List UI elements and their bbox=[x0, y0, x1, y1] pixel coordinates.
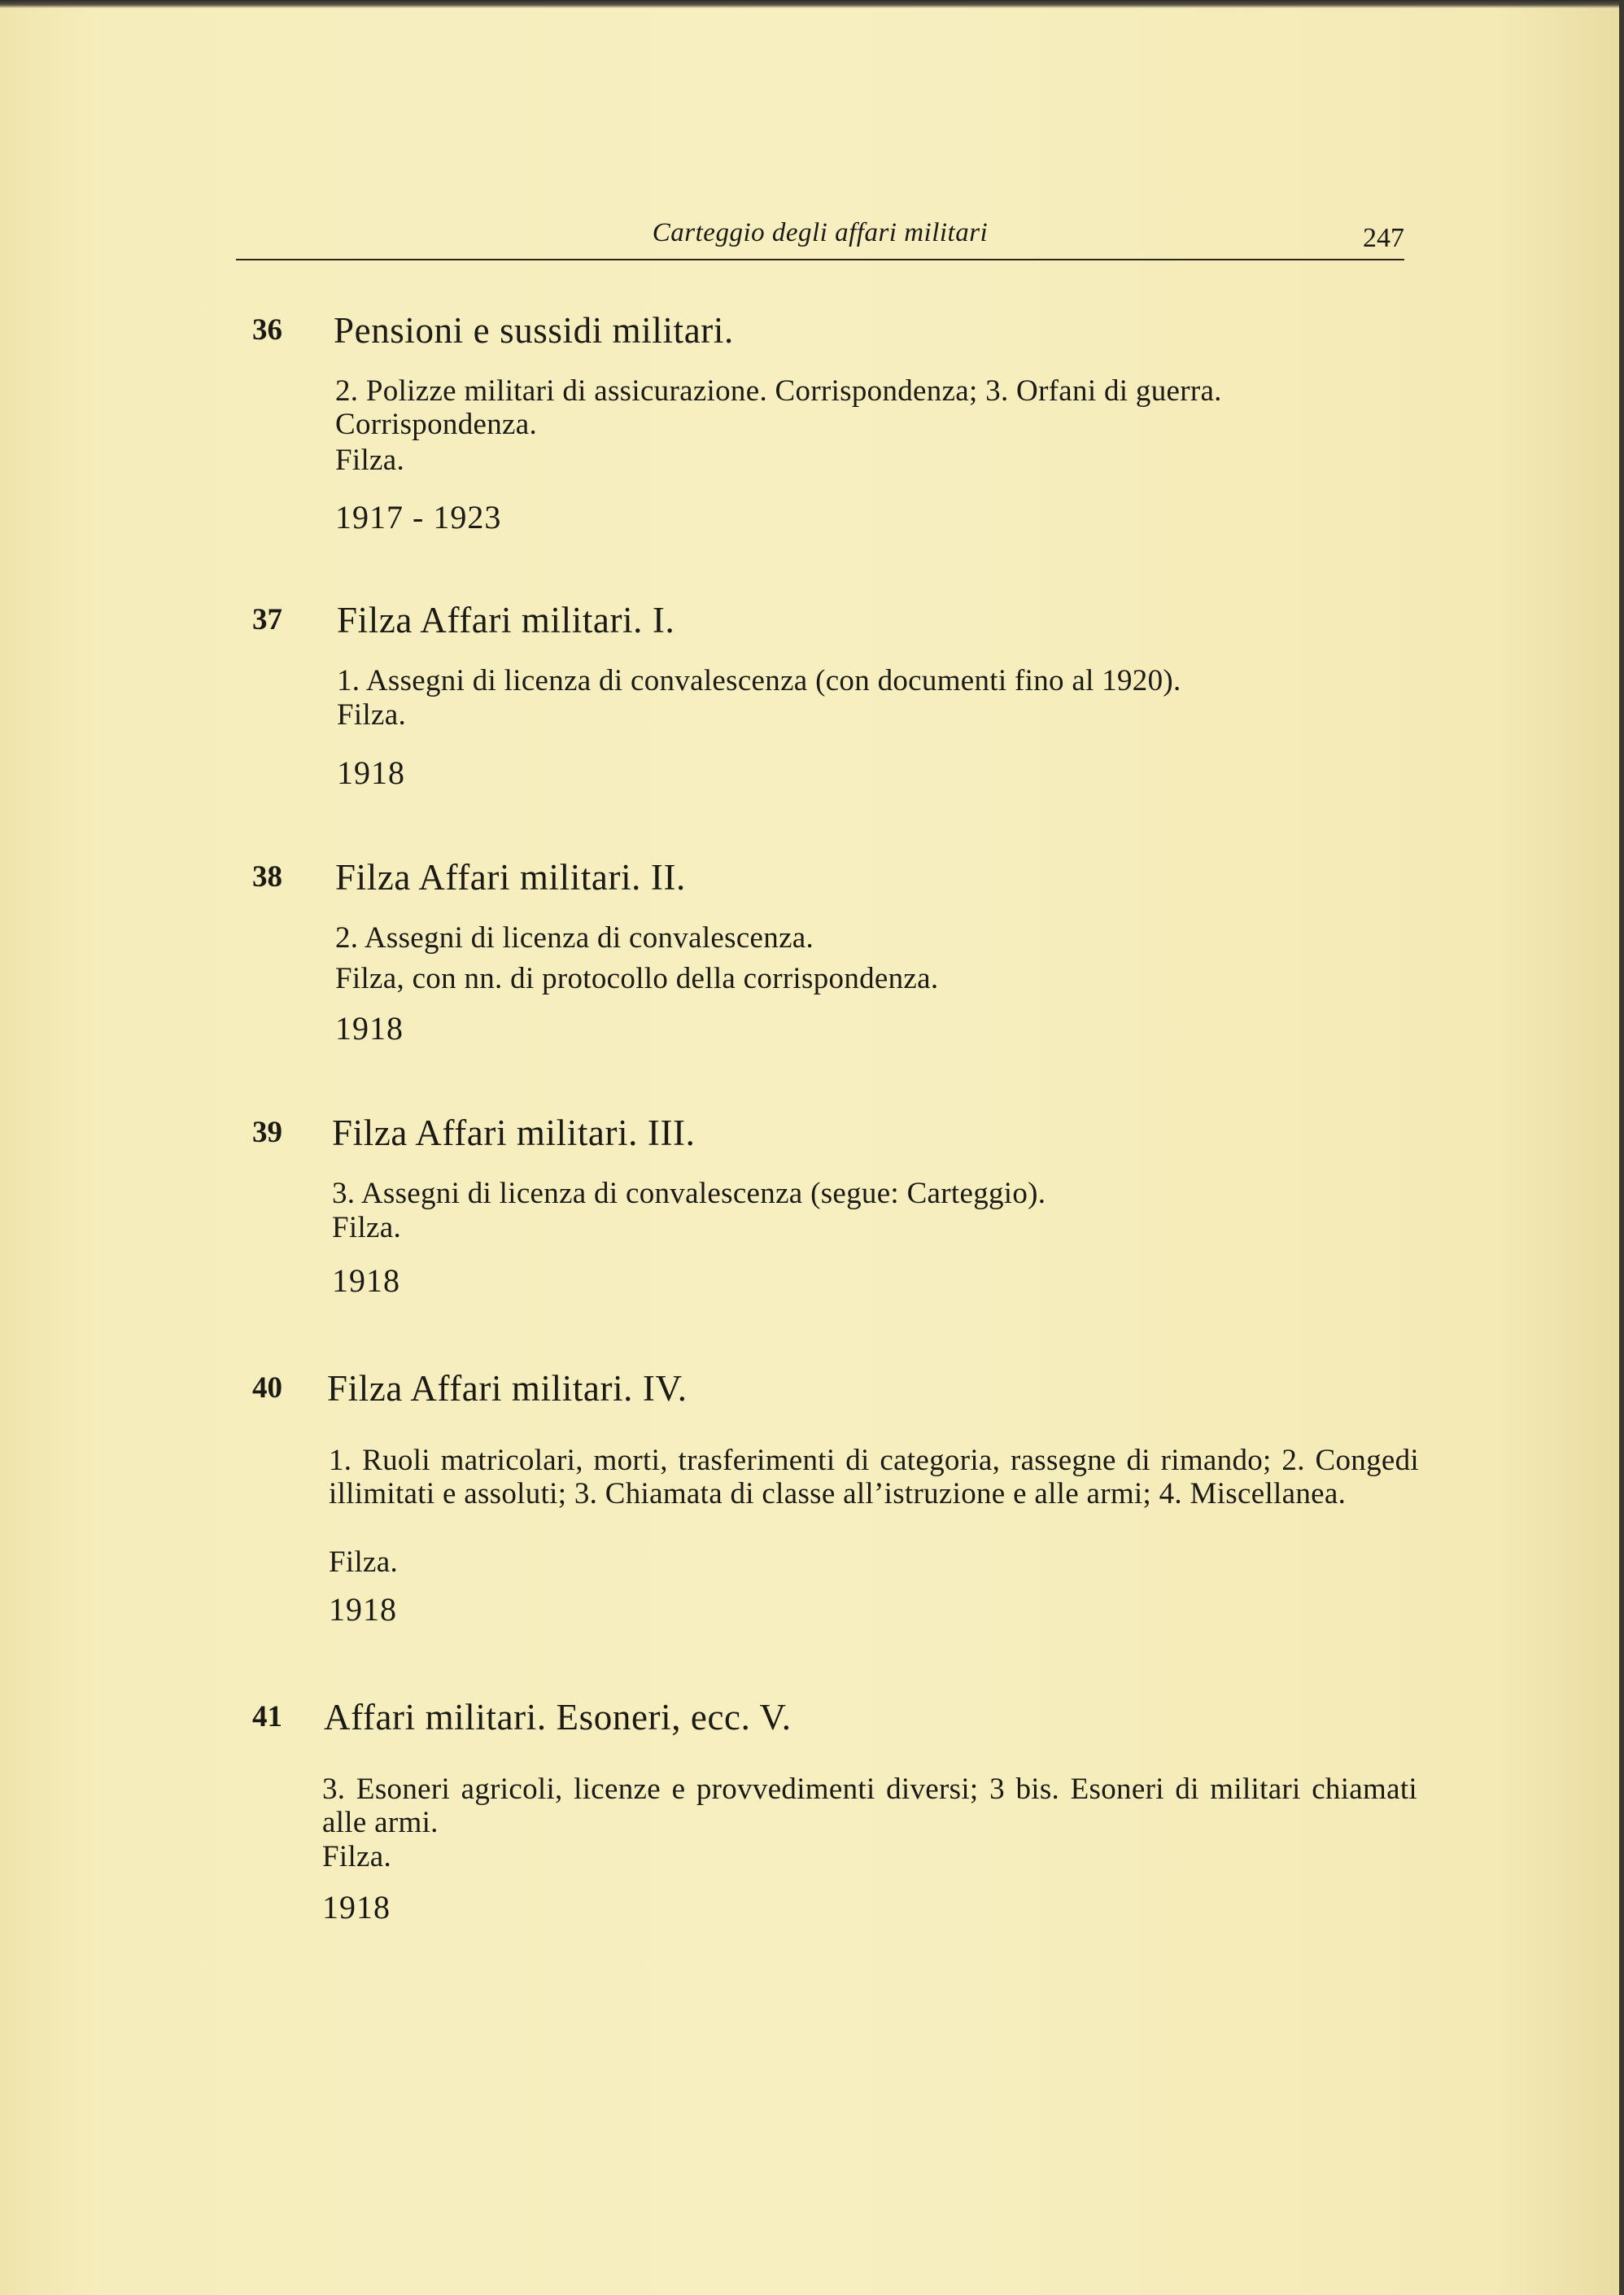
entry-description: 2. Assegni di licenza di convalescenza. bbox=[335, 921, 814, 955]
entry-number: 41 bbox=[252, 1700, 282, 1733]
scan-top-edge bbox=[0, 0, 1624, 8]
entry-title: Affari militari. Esoneri, ecc. V. bbox=[324, 1697, 792, 1738]
entry-date: 1918 bbox=[332, 1262, 400, 1299]
entry-number: 36 bbox=[252, 313, 282, 347]
entry-37 bbox=[244, 602, 1416, 798]
entry-date: 1918 bbox=[335, 1010, 404, 1047]
running-header bbox=[236, 213, 1404, 262]
entry-title: Filza Affari militari. I. bbox=[337, 600, 675, 640]
entry-number: 37 bbox=[252, 603, 282, 636]
entry-filza: Filza. bbox=[337, 698, 407, 732]
header-rule bbox=[236, 259, 1404, 260]
entry-filza: Filza. bbox=[329, 1545, 399, 1579]
entry-title: Filza Affari militari. IV. bbox=[327, 1368, 688, 1409]
entry-description: 2. Polizze militari di assicurazione. Corrispondenza; 3. Orfani di guerra. Corrispondenza. bbox=[335, 374, 1222, 441]
entry-title: Filza Affari militari. III. bbox=[332, 1113, 696, 1153]
entry-filza: Filza. bbox=[335, 444, 405, 477]
entry-description: 1. Ruoli matricolari, morti, trasferimenti di categoria, rassegne di rimando; 2. Congedi illimitati e assoluti; 3. Chiamata di classe all’istruzione e alle armi; 4. Miscellanea. bbox=[329, 1444, 1419, 1510]
entry-date: 1918 bbox=[329, 1591, 397, 1628]
entry-40 bbox=[244, 1368, 1419, 1639]
entry-39 bbox=[244, 1115, 1416, 1310]
entry-date: 1918 bbox=[322, 1889, 391, 1926]
entry-description: 1. Assegni di licenza di convalescenza (con documenti fino al 1920). bbox=[337, 664, 1181, 697]
entry-filza: Filza. bbox=[332, 1211, 402, 1244]
scan-right-edge bbox=[1619, 0, 1624, 2295]
entry-38 bbox=[244, 859, 1416, 1055]
entry-36 bbox=[244, 310, 1416, 549]
entry-number: 40 bbox=[252, 1371, 282, 1405]
entry-date: 1918 bbox=[337, 754, 405, 791]
entry-title: Pensioni e sussidi militari. bbox=[334, 310, 734, 351]
entry-number: 39 bbox=[252, 1116, 282, 1149]
entry-filza: Filza. bbox=[322, 1840, 392, 1873]
entry-description: 3. Assegni di licenza di convalescenza (segue: Carteggio). bbox=[332, 1177, 1046, 1210]
entry-title: Filza Affari militari. II. bbox=[335, 857, 686, 898]
entry-number: 38 bbox=[252, 860, 282, 894]
entry-filza: Filza, con nn. di protocollo della corrispondenza. bbox=[335, 962, 939, 995]
page-number: 247 bbox=[1363, 223, 1404, 253]
entry-description: 3. Esoneri agricoli, licenze e provvedimenti diversi; 3 bis. Esoneri di militari chiamati alle armi. bbox=[322, 1773, 1417, 1839]
entry-41 bbox=[244, 1699, 1416, 1935]
entry-date: 1917 - 1923 bbox=[335, 499, 502, 536]
running-title: Carteggio degli affari militari bbox=[652, 218, 989, 247]
